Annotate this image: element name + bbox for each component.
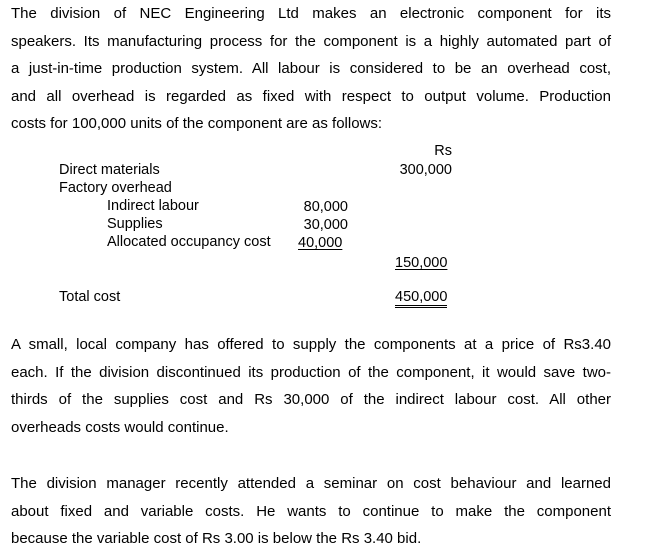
total-cost-value: 450,000 <box>395 290 447 308</box>
manager-line: about fixed and variable costs. He wants to continue to make the component <box>11 502 611 520</box>
factory-overhead-label: Factory overhead <box>59 180 172 196</box>
offer-line: A small, local company has offered to supply the components at a price of Rs3.40 <box>11 336 611 353</box>
intro-line: speakers. Its manufacturing process for the component is a highly automated part of <box>11 32 611 50</box>
indirect-labour-value: 80,000 <box>303 199 348 215</box>
manager-paragraph <box>11 470 611 553</box>
intro-paragraph <box>11 0 611 138</box>
overhead-subtotal-value: 150,000 <box>395 255 448 271</box>
intro-line: and all overhead is regarded as fixed with respect to output volume. Production <box>11 87 611 105</box>
offer-line: thirds of the supplies cost and Rs 30,000 of the indirect labour cost. All other <box>11 391 611 408</box>
supplies-label: Supplies <box>107 216 163 232</box>
manager-line: The division manager recently attended a seminar on cost behaviour and learned <box>11 475 611 492</box>
offer-line: each. If the division discontinued its production of the component, it would save two- <box>11 363 611 381</box>
offer-line: overheads costs would continue. <box>11 418 229 436</box>
intro-line: The division of NEC Engineering Ltd makes an electronic component for its <box>11 5 611 22</box>
intro-line: a just-in-time production system. All labour is considered to be an overhead cost, <box>11 60 611 77</box>
occupancy-cost-label: Allocated occupancy cost <box>107 234 271 250</box>
offer-paragraph <box>11 331 611 441</box>
manager-line: because the variable cost of Rs 3.00 is below the Rs 3.40 bid. <box>11 530 422 547</box>
supplies-value: 30,000 <box>303 217 348 233</box>
indirect-labour-label: Indirect labour <box>107 198 199 214</box>
total-cost-label: Total cost <box>59 289 121 305</box>
direct-materials-value: 300,000 <box>399 162 452 178</box>
intro-line: costs for 100,000 units of the component are as follows: <box>11 115 383 132</box>
occupancy-cost-value: 40,000 <box>298 235 343 251</box>
direct-materials-label: Direct materials <box>59 162 160 178</box>
currency-header: Rs <box>434 143 452 159</box>
